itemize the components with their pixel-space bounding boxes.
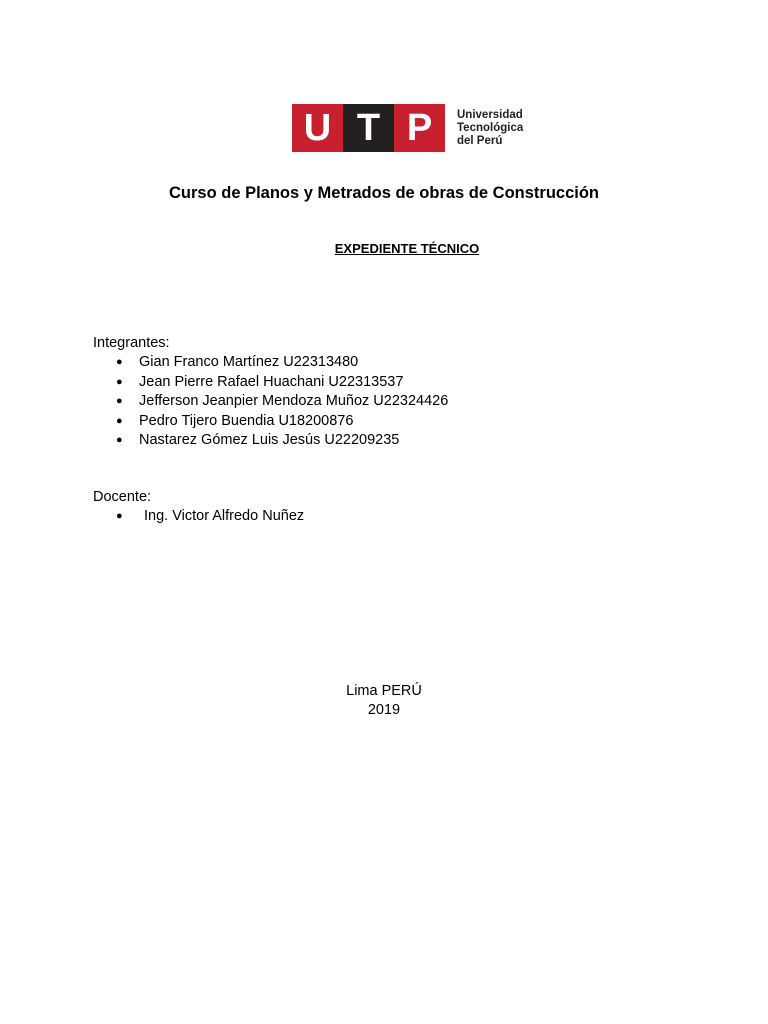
logo-text-line: Tecnológica	[457, 121, 524, 134]
docente-label: Docente:	[93, 489, 152, 505]
member-name: Jefferson Jeanpier Mendoza Muñoz U22324426	[139, 393, 449, 409]
docente-list	[0, 507, 304, 527]
logo-letter-t: T	[343, 104, 394, 152]
list-item	[0, 353, 448, 373]
docente-name: Ing. Victor Alfredo Nuñez	[144, 508, 305, 524]
list-item	[0, 507, 304, 527]
logo-letter-p: P	[394, 104, 445, 152]
bullet-icon: ●	[116, 414, 123, 427]
logo-text-line: del Perú	[457, 134, 503, 147]
members-list	[0, 353, 448, 451]
footer-place: Lima PERÚ	[346, 683, 422, 699]
footer-year: 2019	[367, 702, 401, 718]
logo-letter-u: U	[292, 104, 343, 152]
member-name: Gian Franco Martínez U22313480	[139, 354, 359, 370]
member-name: Nastarez Gómez Luis Jesús U22209235	[139, 432, 400, 448]
bullet-icon: ●	[116, 434, 123, 446]
utp-logo	[292, 104, 523, 152]
course-title: Curso de Planos y Metrados de obras de Construcción	[168, 184, 599, 202]
list-item	[0, 373, 448, 393]
integrantes-label: Integrantes:	[93, 335, 170, 351]
list-item	[0, 392, 448, 412]
member-name: Jean Pierre Rafael Huachani U22313537	[139, 373, 404, 390]
bullet-icon: ●	[116, 375, 123, 388]
bullet-icon: ●	[116, 510, 123, 522]
document-subtitle: EXPEDIENTE TÉCNICO	[334, 241, 480, 256]
bullet-icon: ●	[116, 356, 123, 368]
list-item	[0, 412, 448, 432]
logo-university-name	[457, 109, 523, 148]
logo-text-line: Universidad	[457, 108, 523, 121]
list-item	[0, 431, 448, 451]
member-name: Pedro Tijero Buendia U18200876	[139, 412, 354, 429]
bullet-icon: ●	[116, 395, 123, 407]
